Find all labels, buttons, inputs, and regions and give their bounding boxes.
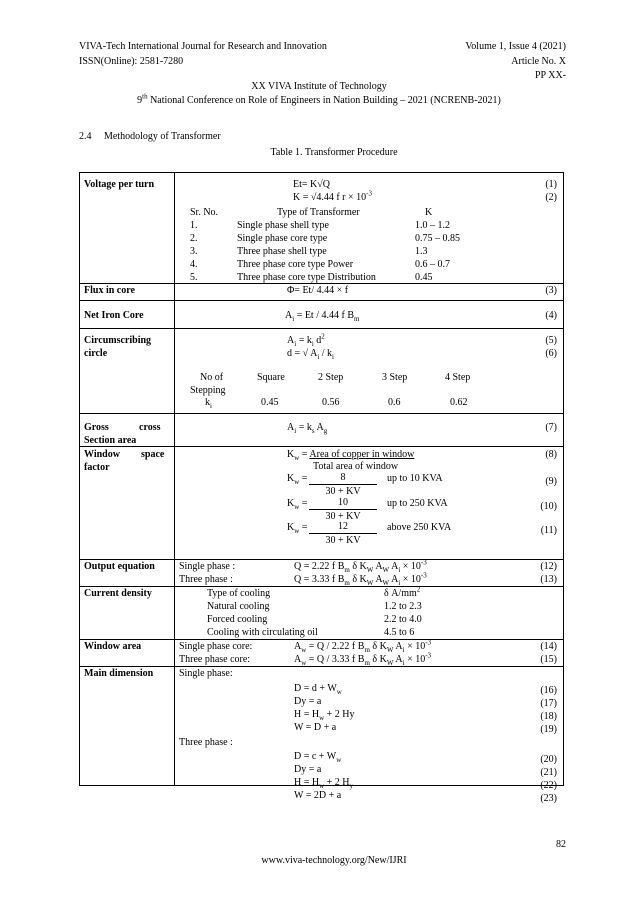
row-label: Gross <box>84 422 109 433</box>
formula: Φ= Et/ 4.44 × f <box>287 285 349 296</box>
cooling-value: δ $A/mm^2$ <box>384 585 421 599</box>
row-label: circle <box>84 348 108 359</box>
col-header: 4 Step <box>445 372 471 383</box>
col-header: 3 Step <box>382 372 408 383</box>
formula: W = D + a <box>294 722 337 733</box>
col-header: Stepping <box>190 385 226 396</box>
cooling-type: Natural cooling <box>207 601 270 612</box>
row-divider <box>80 300 563 301</box>
row-label: Circumscribing <box>84 335 152 346</box>
formula: Et= K√Q <box>293 179 330 190</box>
equation-number: (5) <box>545 335 557 346</box>
row-label: Net Iron Core <box>84 310 144 321</box>
equation-number: (18) <box>540 711 557 722</box>
equation-number: (21) <box>540 767 557 778</box>
cell: 0.62 <box>450 397 468 408</box>
condition: above 250 KVA <box>387 522 452 533</box>
formula: $H = H_w + 2$ Hy <box>294 709 355 722</box>
row-label: Section area <box>84 435 137 446</box>
cell: Three phase core type Power <box>237 259 354 270</box>
cooling-type: Forced cooling <box>207 614 268 625</box>
cooling-value: 2.2 to 4.0 <box>384 614 422 625</box>
equation-number: (23) <box>540 793 557 804</box>
row-label: cross <box>139 422 161 433</box>
row-divider <box>80 559 563 560</box>
formula: $H = H_w + 2$ $H_y$ <box>294 777 354 790</box>
journal-name: VIVA-Tech International Journal for Research and Innovation <box>79 41 327 52</box>
cell: 2. <box>190 233 198 244</box>
cooling-type: Cooling with circulating oil <box>207 627 318 638</box>
equation-number: (7) <box>545 422 557 433</box>
numerator: 8 <box>340 472 346 483</box>
fraction-bar <box>309 533 377 534</box>
cell: 1. <box>190 220 198 231</box>
phase-label: Single phase: <box>179 668 233 679</box>
cell: Three phase shell type <box>237 246 327 257</box>
section-number: 2.4 <box>79 131 92 142</box>
formula: $K_w$ = Area of copper in window <box>287 449 415 462</box>
phase-label: Three phase core: <box>179 654 251 665</box>
row-divider <box>80 328 563 329</box>
formula: $A_i = k_s$ $A_g$ <box>287 422 328 435</box>
table-caption: Table 1. Transformer Procedure <box>270 147 398 158</box>
row-label: Window <box>84 449 120 460</box>
row-label: space <box>141 449 165 460</box>
cell: 5. <box>190 272 198 283</box>
equation-number: (19) <box>540 724 557 735</box>
equation-number: (3) <box>545 285 557 296</box>
equation-number: (14) <box>540 641 557 652</box>
fraction-bar <box>309 484 377 485</box>
row-label: Current density <box>84 588 152 599</box>
cell: Single phase shell type <box>237 220 329 231</box>
equation-number: (20) <box>540 754 557 765</box>
row-divider <box>80 413 563 414</box>
row-label: Output equation <box>84 561 155 572</box>
formula: $A_w = Q / 3.33$ f $B_m$ δ $K_W$ $A_i \times 10^{-3}$ <box>294 651 432 667</box>
cell: 0.75 – 0.85 <box>415 233 460 244</box>
conference: 9th National Conference on Role of Engineers in Nation Building – 2021 (NCRENB-2021) <box>137 92 501 106</box>
numerator: 12 <box>338 521 348 532</box>
institute: XX VIVA Institute of Technology <box>251 81 387 92</box>
equation-number: (11) <box>540 525 557 536</box>
formula: Q = 3.33 f $B_m$ δ $K_W$ $A_W$ $A_i \times 10^{-3}$ <box>294 571 427 587</box>
cooling-value: 1.2 to 2.3 <box>384 601 422 612</box>
cell: 0.45 <box>261 397 279 408</box>
phase-label: Single phase core: <box>179 641 253 652</box>
formula: Dy = a <box>294 764 322 775</box>
formula: $A_w = Q / 2.22$ f $B_m$ δ $K_W$ $A_i \times 10^{-3}$ <box>294 638 432 654</box>
issn: ISSN(Online): 2581-7280 <box>79 56 184 67</box>
ki-label: $k_i$ <box>205 397 212 410</box>
equation-number: (9) <box>545 476 557 487</box>
formula: $A_i = k_i$ $d^2$ <box>287 332 325 348</box>
denominator: 30 + KV <box>325 535 361 546</box>
equation-number: (12) <box>540 561 557 572</box>
condition: up to 250 KVA <box>387 498 448 509</box>
footer-url: www.viva-technology.org/New/IJRI <box>261 855 407 866</box>
numerator: 10 <box>338 497 348 508</box>
equation-number: (6) <box>545 348 557 359</box>
phase-label: Single phase : <box>179 561 236 572</box>
row-divider <box>80 446 563 447</box>
formula: d = √ $A_i / k_i$ <box>287 348 334 361</box>
equation-number: (4) <box>545 310 557 321</box>
equation-number: (22) <box>540 780 557 791</box>
equation-number: (16) <box>540 685 557 696</box>
fraction-bar <box>309 509 377 510</box>
volume: Volume 1, Issue 4 (2021) <box>465 41 566 52</box>
cell: 0.56 <box>322 397 340 408</box>
kw-label: $K_w$ = <box>287 498 308 511</box>
equation-number: (2) <box>545 192 557 203</box>
equation-number: (8) <box>545 449 557 460</box>
phase-label: Three phase : <box>179 737 233 748</box>
kw-label: $K_w$ = <box>287 473 308 486</box>
kw-label: $K_w$ = <box>287 522 308 535</box>
article-number: Article No. X <box>511 56 566 67</box>
denominator: 30 + KV <box>325 486 361 497</box>
cell: Single phase core type <box>237 233 328 244</box>
cooling-value: 4.5 to 6 <box>384 627 415 638</box>
cell: Three phase core type Distribution <box>237 272 376 283</box>
page-range: PP XX- <box>534 70 566 81</box>
col-header: Sr. No. <box>190 207 219 218</box>
row-divider <box>80 639 563 640</box>
column-divider <box>174 173 175 786</box>
equation-number: (15) <box>540 654 557 665</box>
row-label: Main dimension <box>84 668 154 679</box>
formula: Q = 2.22 f $B_m$ δ $K_W$ $A_W$ $A_i \times 10^{-3}$ <box>294 558 427 574</box>
cell: 0.6 <box>388 397 401 408</box>
col-header: No of <box>200 372 224 383</box>
section-title: Methodology of Transformer <box>104 131 221 142</box>
col-header: 2 Step <box>318 372 344 383</box>
formula: Dy = a <box>294 696 322 707</box>
cell: 0.6 – 0.7 <box>415 259 450 270</box>
formula: $D = d + W_w$ <box>294 683 342 696</box>
col-header: K <box>425 207 433 218</box>
formula: $A_i = Et / 4.44$ f $B_m$ <box>285 310 360 323</box>
equation-number: (10) <box>540 501 557 512</box>
condition: up to 10 KVA <box>387 473 443 484</box>
row-label: Window area <box>84 641 142 652</box>
equation-number: (17) <box>540 698 557 709</box>
equation-number: (1) <box>545 179 557 190</box>
row-divider <box>80 283 563 284</box>
formula: W = 2D + a <box>294 790 342 801</box>
row-label: Voltage per turn <box>84 179 154 190</box>
page-number: 82 <box>556 839 566 850</box>
col-header: Type of Transformer <box>277 207 360 218</box>
cooling-type: Type of cooling <box>207 588 271 599</box>
cell: 1.3 <box>415 246 428 257</box>
row-label: factor <box>84 462 110 473</box>
phase-label: Three phase : <box>179 574 233 585</box>
equation-number: (13) <box>540 574 557 585</box>
denominator: Total area of window <box>313 461 399 472</box>
transformer-procedure-table <box>79 172 564 804</box>
cell: 0.45 <box>415 272 433 283</box>
row-label: Flux in core <box>84 285 135 296</box>
formula: K = √4.44 f $r \times 10^{-3}$ <box>293 189 372 203</box>
denominator: 30 + KV <box>325 511 361 522</box>
cell: 3. <box>190 246 198 257</box>
row-divider <box>80 666 563 667</box>
col-header: Square <box>257 372 285 383</box>
cell: 4. <box>190 259 198 270</box>
row-divider <box>80 586 563 587</box>
cell: 1.0 – 1.2 <box>415 220 450 231</box>
formula: $D = c + W_w$ <box>294 751 342 764</box>
